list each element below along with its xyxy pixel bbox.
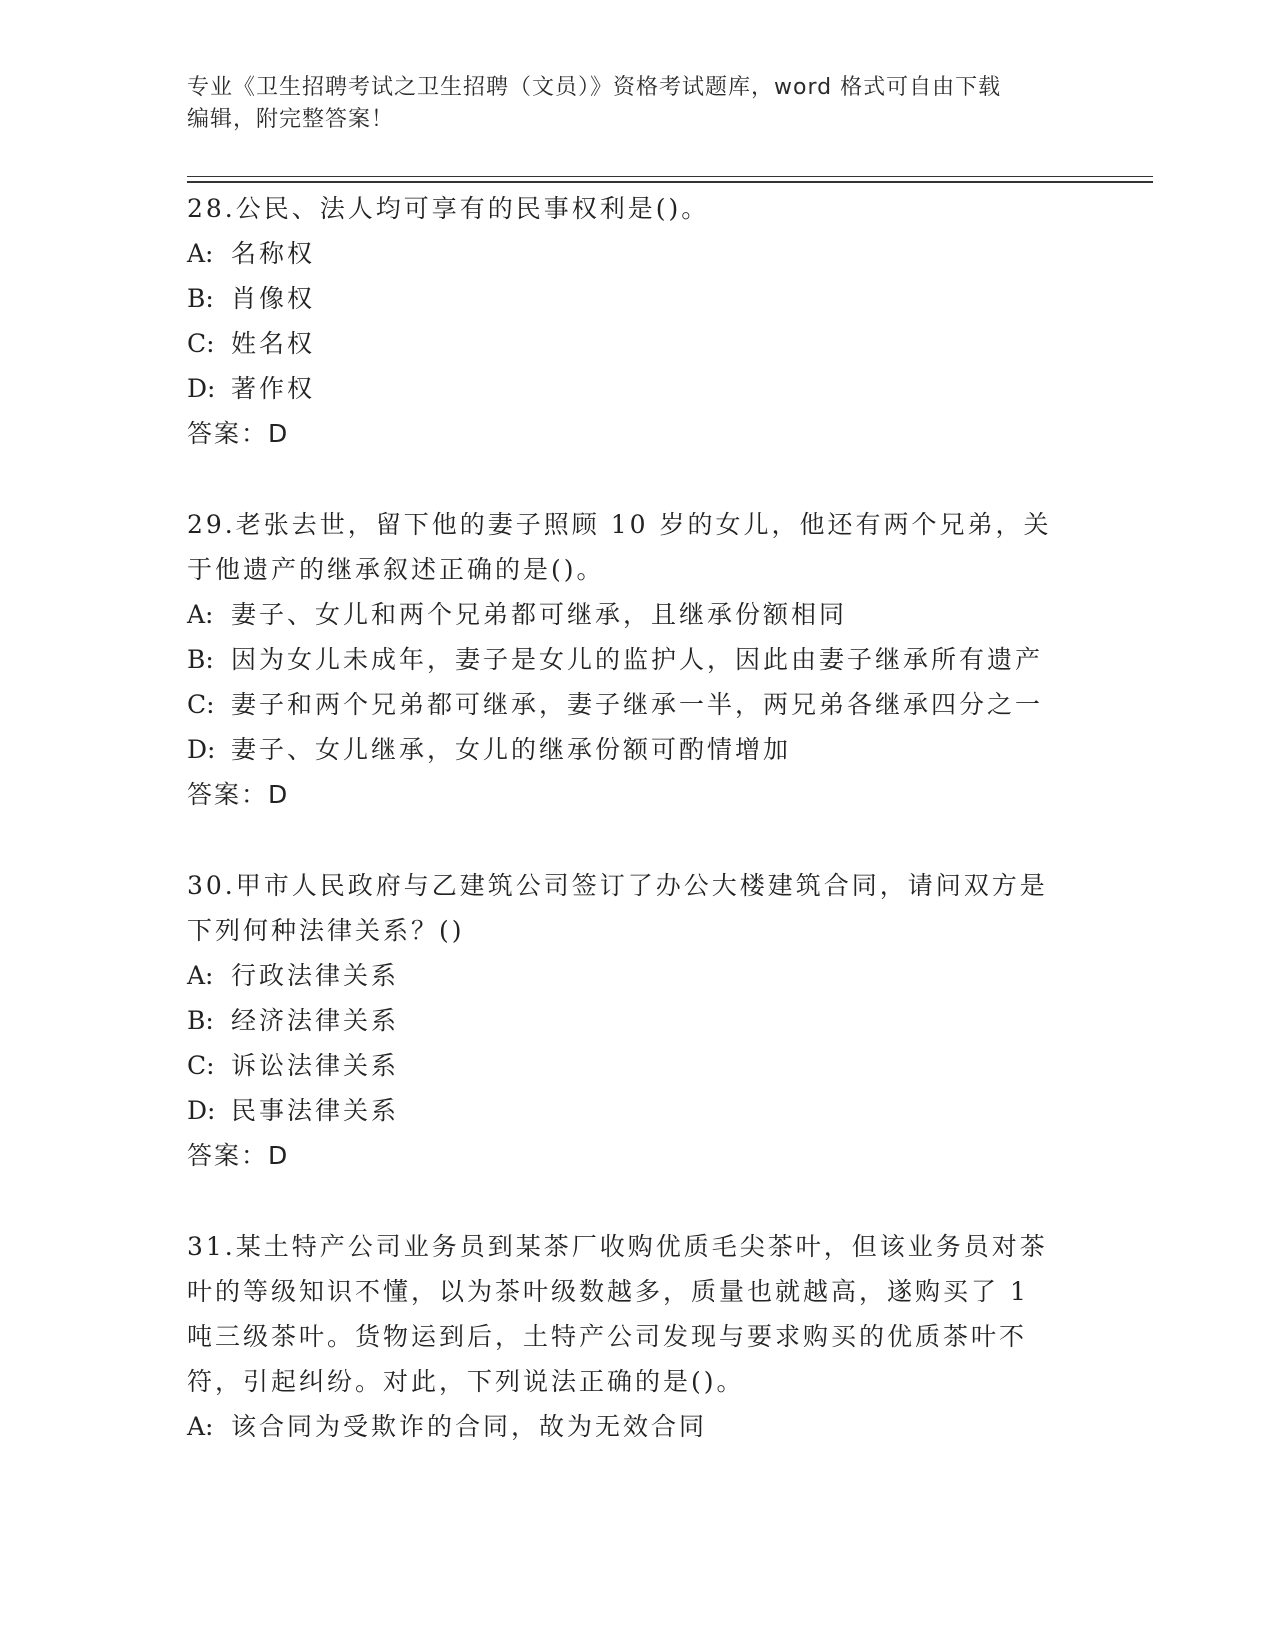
answer-label: 答案：D (187, 419, 290, 448)
question-stem: 28.公民、法人均可享有的民事权利是()。 (187, 194, 710, 223)
answer-label: 答案：D (187, 780, 290, 809)
question-spacer (187, 456, 1067, 502)
option-key: A: (187, 961, 214, 990)
question-spacer (187, 817, 1067, 863)
option-text: 妻子和两个兄弟都可继承，妻子继承一半，两兄弟各继承四分之一 (231, 690, 1044, 719)
option-b (187, 637, 1067, 682)
question-30 (187, 863, 1067, 1178)
option-key: C: (187, 1051, 215, 1080)
option-b (187, 998, 1067, 1043)
header-line-1: 专业《卫生招聘考试之卫生招聘（文员）》资格考试题库，word 格式可自由下载 (187, 75, 1002, 100)
option-key: A: (187, 239, 214, 268)
option-text: 妻子、女儿继承，女儿的继承份额可酌情增加 (231, 735, 792, 764)
question-stem: 31.某土特产公司业务员到某茶厂收购优质毛尖茶叶，但该业务员对茶叶的等级知识不懂，以为茶叶级数越多，质量也就越高，遂购买了 1 吨三级茶叶。货物运到后，土特产公司发现与要求购买的优质茶叶不符，引起纠纷。对此，下列说法正确的是()。 (187, 1232, 1048, 1396)
option-text: 著作权 (231, 374, 316, 403)
option-text: 该合同为受欺诈的合同，故为无效合同 (231, 1412, 708, 1441)
option-c (187, 321, 1067, 366)
question-list (187, 186, 1067, 1449)
option-text: 因为女儿未成年，妻子是女儿的监护人，因此由妻子继承所有遗产 (231, 645, 1044, 674)
option-a (187, 1404, 1067, 1449)
option-text: 名称权 (231, 239, 316, 268)
option-key: C: (187, 690, 215, 719)
option-a (187, 231, 1067, 276)
header-divider-thin (187, 176, 1153, 177)
question-29 (187, 502, 1067, 817)
option-text: 肖像权 (231, 284, 316, 313)
option-d (187, 366, 1067, 411)
option-key: D: (187, 1096, 216, 1125)
option-key: B: (187, 645, 214, 674)
option-c (187, 682, 1067, 727)
option-d (187, 727, 1067, 772)
option-key: A: (187, 600, 214, 629)
answer-label: 答案：D (187, 1141, 290, 1170)
option-text: 民事法律关系 (231, 1096, 400, 1125)
option-c (187, 1043, 1067, 1088)
option-a (187, 953, 1067, 998)
question-stem: 30.甲市人民政府与乙建筑公司签订了办公大楼建筑合同，请问双方是下列何种法律关系？() (187, 871, 1048, 945)
document-header (187, 72, 1067, 136)
option-text: 姓名权 (231, 329, 316, 358)
option-key: C: (187, 329, 215, 358)
header-line-2: 编辑，附完整答案！ (187, 107, 395, 132)
option-text: 妻子、女儿和两个兄弟都可继承，且继承份额相同 (231, 600, 848, 629)
option-b (187, 276, 1067, 321)
option-text: 诉讼法律关系 (231, 1051, 400, 1080)
option-d (187, 1088, 1067, 1133)
option-key: B: (187, 1006, 214, 1035)
question-spacer (187, 1178, 1067, 1224)
question-stem: 29.老张去世，留下他的妻子照顾 10 岁的女儿，他还有两个兄弟，关于他遗产的继承叙述正确的是()。 (187, 510, 1052, 584)
option-key: B: (187, 284, 214, 313)
option-a (187, 592, 1067, 637)
question-28 (187, 186, 1067, 456)
question-31 (187, 1224, 1067, 1449)
option-key: A: (187, 1412, 214, 1441)
option-key: D: (187, 735, 216, 764)
option-key: D: (187, 374, 216, 403)
option-text: 行政法律关系 (231, 961, 400, 990)
option-text: 经济法律关系 (231, 1006, 400, 1035)
header-divider-thick (187, 181, 1153, 183)
